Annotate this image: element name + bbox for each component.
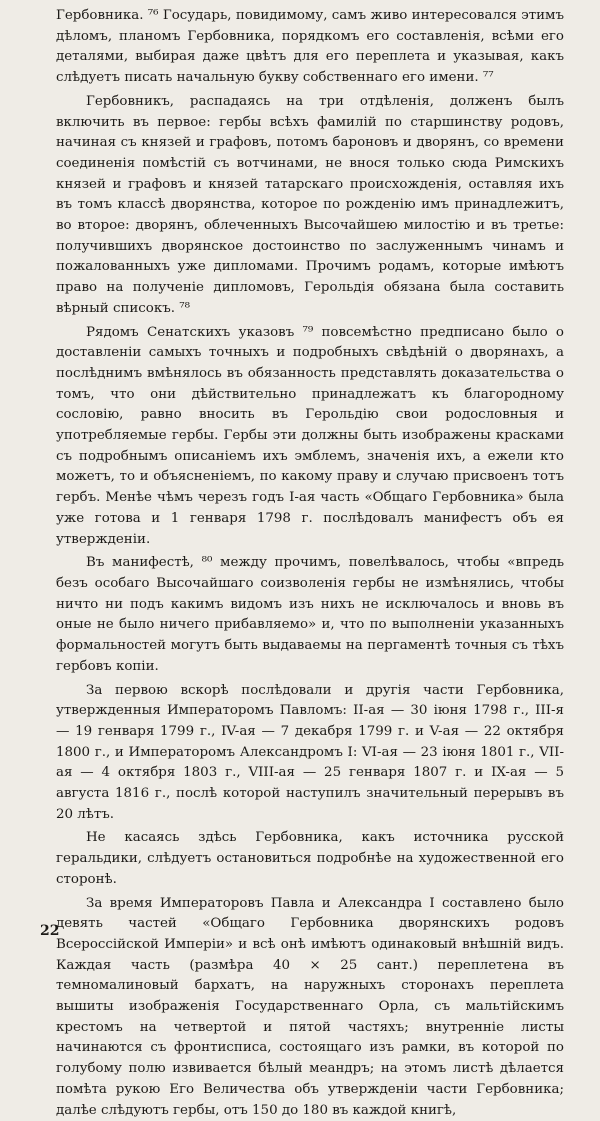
paragraph-4: Въ манифестѣ, ⁸⁰ между прочимъ, повелѣвалось, чтобы «впредь безъ особаго Высочайшаго соизволенія гербы не измѣнялись, чтобы ничто ни подъ какимъ видомъ изъ нихъ не исключалось и вновь въ оные не было ничего прибавляемо» и, что по выполненіи указанныхъ формальностей могутъ быть выдаваемы на пергаментѣ точныя съ тѣхъ гербовъ копіи. — [56, 555, 564, 674]
paragraph-2: Гербовникъ, распадаясь на три отдѣленія, долженъ былъ включить въ первое: гербы всѣхъ фамилій по старшинству родовъ, начиная съ князей и графовъ, потомъ бароновъ и дворянъ, со времени соединенія помѣстій съ вотчинами, не внося только сюда Римскихъ князей и графовъ и князей татарскаго происхожденія, оставляя ихъ въ томъ классѣ дворянства, которое по рожденію имъ принадлежитъ, во второе: дворянъ, облеченныхъ Высочайшею милостію и въ третье: получившихъ дворянское достоинство по заслуженнымъ чинамъ и пожалованныхъ уже дипломами. Прочимъ родамъ, которые имѣютъ право на полученіе дипломовъ, Герольдія обязана была составить вѣрный списокъ. ⁷⁸ — [56, 93, 564, 316]
paragraph-7: За время Императоровъ Павла и Александра I составлено было девять частей «Общаго Гербовника дворянскихъ родовъ Всероссійской Имперіи» и всѣ онѣ имѣютъ одинаковый внѣшній видъ. Каждая часть (размѣра 40 × 25 сант.) переплетена въ темномалиновый бархатъ, на наружныхъ сторонахъ переплета вышиты изображенія Государственнаго Орла, съ мальтійскимъ крестомъ на четвертой и пятой частяхъ; внутренніе листы начинаются съ фронтисписа, состоящаго изъ рамки, въ которой по голубому полю извивается бѣлый меандръ; на этомъ листѣ дѣлается помѣта рукою Его Величества объ утвержденіи части Гербовника; далѣе слѣдуютъ гербы, отъ 150 до 180 въ каждой книгѣ, — [56, 895, 564, 1118]
paragraph-6: Не касаясь здѣсь Гербовника, какъ источника русской геральдики, слѣдуетъ остановиться подробнѣе на художественной его сторонѣ. — [56, 830, 564, 887]
paragraph-3: Рядомъ Сенатскихъ указовъ ⁷⁹ повсемѣстно предписано было о доставленіи самыхъ точныхъ и подробныхъ свѣдѣній о дворянахъ, а послѣднимъ вмѣнялось въ обязанность представлять доказательства о томъ, что они дѣйствительно принадлежатъ къ благородному сословію, равно вносить въ Герольдію свои родословныя и употребляемые гербы. Гербы эти должны быть изображены красками съ подробнымъ описаніемъ ихъ эмблемъ, значенія ихъ, а ежели кто можетъ, то и объясненіемъ, по какому праву и случаю присвоенъ тотъ гербъ. Менѣе чѣмъ черезъ годъ I-ая часть «Общаго Гербовника» была уже готова и 1 генваря 1798 г. послѣдовалъ манифестъ объ ея утвержденіи. — [56, 324, 564, 547]
page-number: 22 — [40, 923, 60, 940]
paragraph-5: За первою вскорѣ послѣдовали и другія части Гербовника, утвержденныя Императоромъ Павломъ: II-ая — 30 іюня 1798 г., III-я — 19 генваря 1799 г., IV-ая — 7 декабря 1799 г. и V-ая — 22 октября 1800 г., и Императоромъ Александромъ I: VI-ая — 23 іюня 1801 г., VII-ая — 4 октября 1803 г., VIII-ая — 25 генваря 1807 г. и IX-ая — 5 августа 1816 г., послѣ которой наступилъ значительный перерывъ въ 20 лѣтъ. — [56, 682, 564, 822]
paragraph-1: Гербовника. ⁷⁶ Государь, повидимому, самъ живо интересовался этимъ дѣломъ, планомъ Гербовника, порядкомъ его составленія, всѣми его деталями, выбирая даже цвѣтъ для его переплета и указывая, какъ слѣдуетъ писать начальную букву собственнаго его имени. ⁷⁷ — [56, 8, 564, 86]
